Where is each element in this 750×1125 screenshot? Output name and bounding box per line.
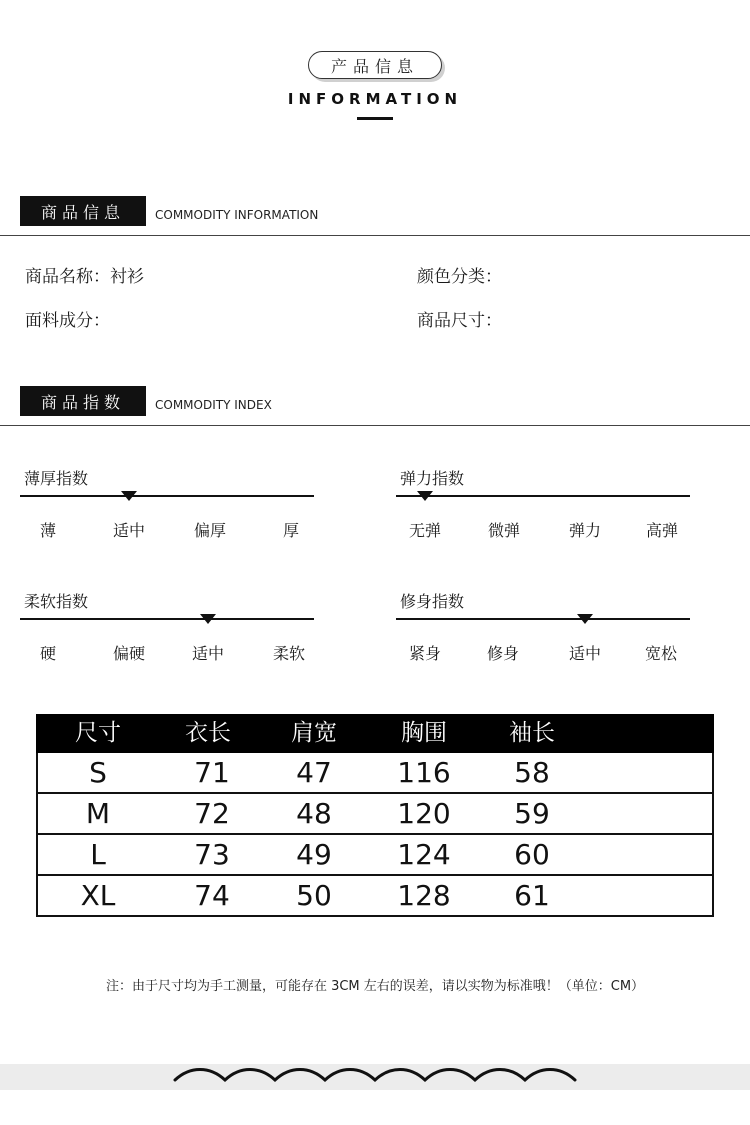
table-row bbox=[36, 876, 714, 917]
commodity-index-title: 商品指数 bbox=[20, 386, 146, 416]
table-cell: 47 bbox=[296, 756, 332, 789]
scale-option: 适中 bbox=[568, 644, 601, 663]
section-pill-title: 产品信息 bbox=[308, 51, 442, 79]
scale-option: 薄 bbox=[39, 521, 56, 540]
measurement-note: 注：由于尺寸均为手工测量，可能存在 3CM 左右的误差，请以实物为标准哦！（单位：CM） bbox=[105, 979, 645, 994]
table-cell: 72 bbox=[194, 797, 230, 830]
commodity-info-title: 商品信息 bbox=[20, 196, 146, 226]
field-size: 商品尺寸： bbox=[417, 311, 502, 331]
table-cell: 60 bbox=[514, 838, 550, 871]
scale-title-thickness: 薄厚指数 bbox=[24, 469, 89, 488]
scale-option: 适中 bbox=[191, 644, 224, 663]
table-cell: L bbox=[90, 838, 106, 871]
scale-option: 微弹 bbox=[487, 521, 520, 540]
table-cell: 48 bbox=[296, 797, 332, 830]
scale-option: 高弹 bbox=[645, 521, 678, 540]
scale-option: 柔软 bbox=[272, 644, 305, 663]
scale-track-thickness bbox=[20, 495, 314, 497]
scale-option: 弹力 bbox=[568, 521, 601, 540]
table-cell: 59 bbox=[514, 797, 550, 830]
table-cell: 120 bbox=[397, 797, 451, 830]
header-sleeve: 袖长 bbox=[509, 720, 555, 746]
scale-marker-fit bbox=[577, 614, 593, 624]
header-chest: 胸围 bbox=[401, 720, 447, 746]
table-cell: 61 bbox=[514, 879, 550, 912]
scale-option: 修身 bbox=[486, 644, 519, 663]
table-cell: 116 bbox=[397, 756, 451, 789]
scale-option: 宽松 bbox=[644, 644, 677, 663]
scale-track-softness bbox=[20, 618, 314, 620]
table-row bbox=[36, 794, 714, 835]
scale-title-elasticity: 弹力指数 bbox=[400, 469, 465, 488]
table-cell: S bbox=[89, 756, 107, 789]
scale-track-fit bbox=[396, 618, 690, 620]
scale-option: 硬 bbox=[39, 644, 56, 663]
scale-title-softness: 柔软指数 bbox=[24, 592, 89, 611]
table-cell: 74 bbox=[194, 879, 230, 912]
header-size: 尺寸 bbox=[75, 720, 121, 746]
scale-track-elasticity bbox=[396, 495, 690, 497]
scale-option: 厚 bbox=[282, 521, 299, 540]
table-cell: M bbox=[85, 797, 111, 830]
scale-title-fit: 修身指数 bbox=[400, 592, 465, 611]
scale-option: 紧身 bbox=[408, 644, 441, 663]
scale-option: 偏硬 bbox=[112, 644, 145, 663]
scale-marker-softness bbox=[200, 614, 216, 624]
table-cell: 124 bbox=[397, 838, 451, 871]
scale-option: 适中 bbox=[112, 521, 145, 540]
table-cell: 49 bbox=[296, 838, 332, 871]
header-shoulder: 肩宽 bbox=[291, 720, 337, 746]
scale-marker-thickness bbox=[121, 491, 137, 501]
table-cell: 128 bbox=[397, 879, 451, 912]
scale-option: 偏厚 bbox=[193, 521, 226, 540]
commodity-info-title-en: COMMODITY INFORMATION bbox=[155, 208, 319, 222]
field-product-name: 商品名称：衬衫 bbox=[25, 267, 144, 287]
size-table-header bbox=[36, 714, 714, 753]
table-cell: 58 bbox=[514, 756, 550, 789]
wave-divider-icon bbox=[0, 1060, 750, 1094]
scale-option: 无弹 bbox=[408, 521, 441, 540]
section-divider bbox=[0, 235, 750, 236]
heading-underline bbox=[357, 117, 393, 120]
table-cell: 73 bbox=[194, 838, 230, 871]
header-length: 衣长 bbox=[185, 720, 231, 746]
section-divider bbox=[0, 425, 750, 426]
information-heading: INFORMATION bbox=[287, 90, 463, 108]
scale-marker-elasticity bbox=[417, 491, 433, 501]
table-cell: 71 bbox=[194, 756, 230, 789]
table-cell: XL bbox=[80, 879, 116, 912]
field-color: 颜色分类： bbox=[417, 267, 502, 287]
table-cell: 50 bbox=[296, 879, 332, 912]
table-row bbox=[36, 835, 714, 876]
commodity-index-title-en: COMMODITY INDEX bbox=[155, 398, 272, 412]
field-fabric: 面料成分： bbox=[25, 311, 110, 331]
table-row bbox=[36, 753, 714, 794]
